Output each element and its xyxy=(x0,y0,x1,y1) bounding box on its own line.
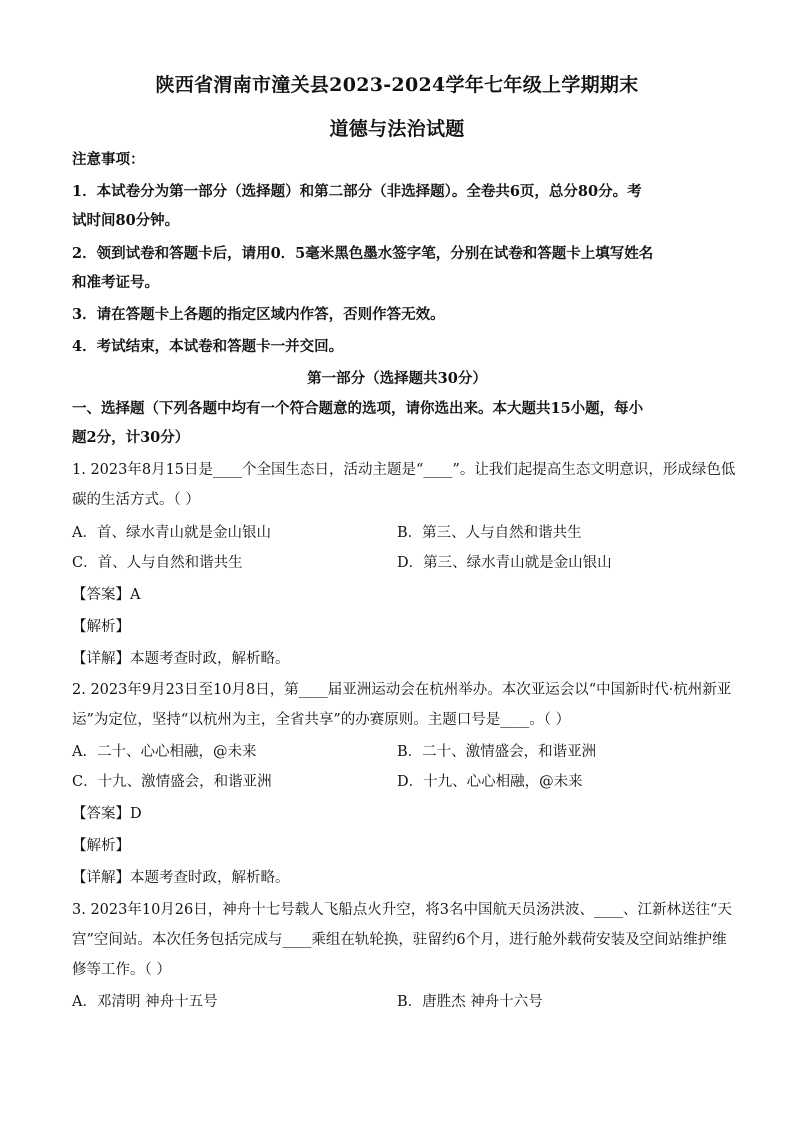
q3-stem-cont-2: 修等工作。（ ） xyxy=(72,962,171,978)
notice-item-1: 1．本试卷分为第一部分（选择题）和第二部分（非选择题）。全卷共6页，总分80分。考 xyxy=(72,183,642,200)
part1-heading: 第一部分（选择题共30分） xyxy=(307,370,487,387)
q1-analysis: 【解析】 xyxy=(72,619,130,635)
q1-option-b: B．第三、人与自然和谐共生 xyxy=(397,525,582,541)
exam-subtitle: 道德与法治试题 xyxy=(329,118,465,140)
q1-option-d: D．第三、绿水青山就是金山银山 xyxy=(397,555,612,571)
notice-item-4: 4．考试结束，本试卷和答题卡一并交回。 xyxy=(72,338,344,355)
q2-option-d: D．十九、心心相融，@未来 xyxy=(397,774,583,790)
q3-stem-cont: 宫”空间站。本次任务包括完成与____乘组在轨轮换，驻留约6个月，进行舱外载荷安装及空间站维护维 xyxy=(72,932,727,948)
q2-stem-cont: 运”为定位，坚持“以杭州为主，全省共享”的办赛原则。主题口号是____。（ ） xyxy=(72,712,571,728)
q3-option-b: B．唐胜杰 神舟十六号 xyxy=(397,994,543,1010)
exam-title: 陕西省渭南市潼关县2023-2024学年七年级上学期期末 xyxy=(155,74,639,96)
q1-answer: 【答案】A xyxy=(72,587,141,603)
notice-item-1-cont: 试时间80分钟。 xyxy=(72,212,180,229)
q1-option-c: C．首、人与自然和谐共生 xyxy=(72,555,243,571)
q2-stem: 2. 2023年9月23日至10月8日，第____届亚洲运动会在杭州举办。本次亚运会以“中国新时代·杭州新亚 xyxy=(72,682,732,698)
q1-option-a: A．首、绿水青山就是金山银山 xyxy=(72,525,271,541)
q2-option-c: C．十九、激情盛会，和谐亚洲 xyxy=(72,774,272,790)
notice-item-3: 3．请在答题卡上各题的指定区域内作答，否则作答无效。 xyxy=(72,306,445,323)
q2-analysis: 【解析】 xyxy=(72,838,130,854)
q2-option-b: B．二十、激情盛会，和谐亚洲 xyxy=(397,744,597,760)
section-heading-cont: 题2分，计30分） xyxy=(72,429,190,446)
q3-option-a: A．邓清明 神舟十五号 xyxy=(72,994,218,1010)
q2-answer: 【答案】D xyxy=(72,806,142,822)
q2-option-a: A．二十、心心相融，@未来 xyxy=(72,744,257,760)
q3-stem: 3. 2023年10月26日，神舟十七号载人飞船点火升空，将3名中国航天员汤洪波、____、江新林送往“天 xyxy=(72,902,732,918)
notice-item-2: 2．领到试卷和答题卡后，请用0．5毫米黑色墨水签字笔，分别在试卷和答题卡上填写姓名 xyxy=(72,245,654,262)
section-heading: 一、选择题（下列各题中均有一个符合题意的选项，请你选出来。本大题共15小题，每小 xyxy=(72,400,644,417)
q2-detail: 【详解】本题考查时政，解析略。 xyxy=(72,870,290,886)
notice-heading: 注意事项： xyxy=(72,151,145,168)
q1-detail: 【详解】本题考查时政，解析略。 xyxy=(72,651,290,667)
q1-stem-cont: 碳的生活方式。（ ） xyxy=(72,492,200,508)
q1-stem: 1. 2023年8月15日是____个全国生态日，活动主题是“____”。让我们起提高生态文明意识，形成绿色低 xyxy=(72,462,736,478)
notice-item-2-cont: 和准考证号。 xyxy=(72,274,159,291)
